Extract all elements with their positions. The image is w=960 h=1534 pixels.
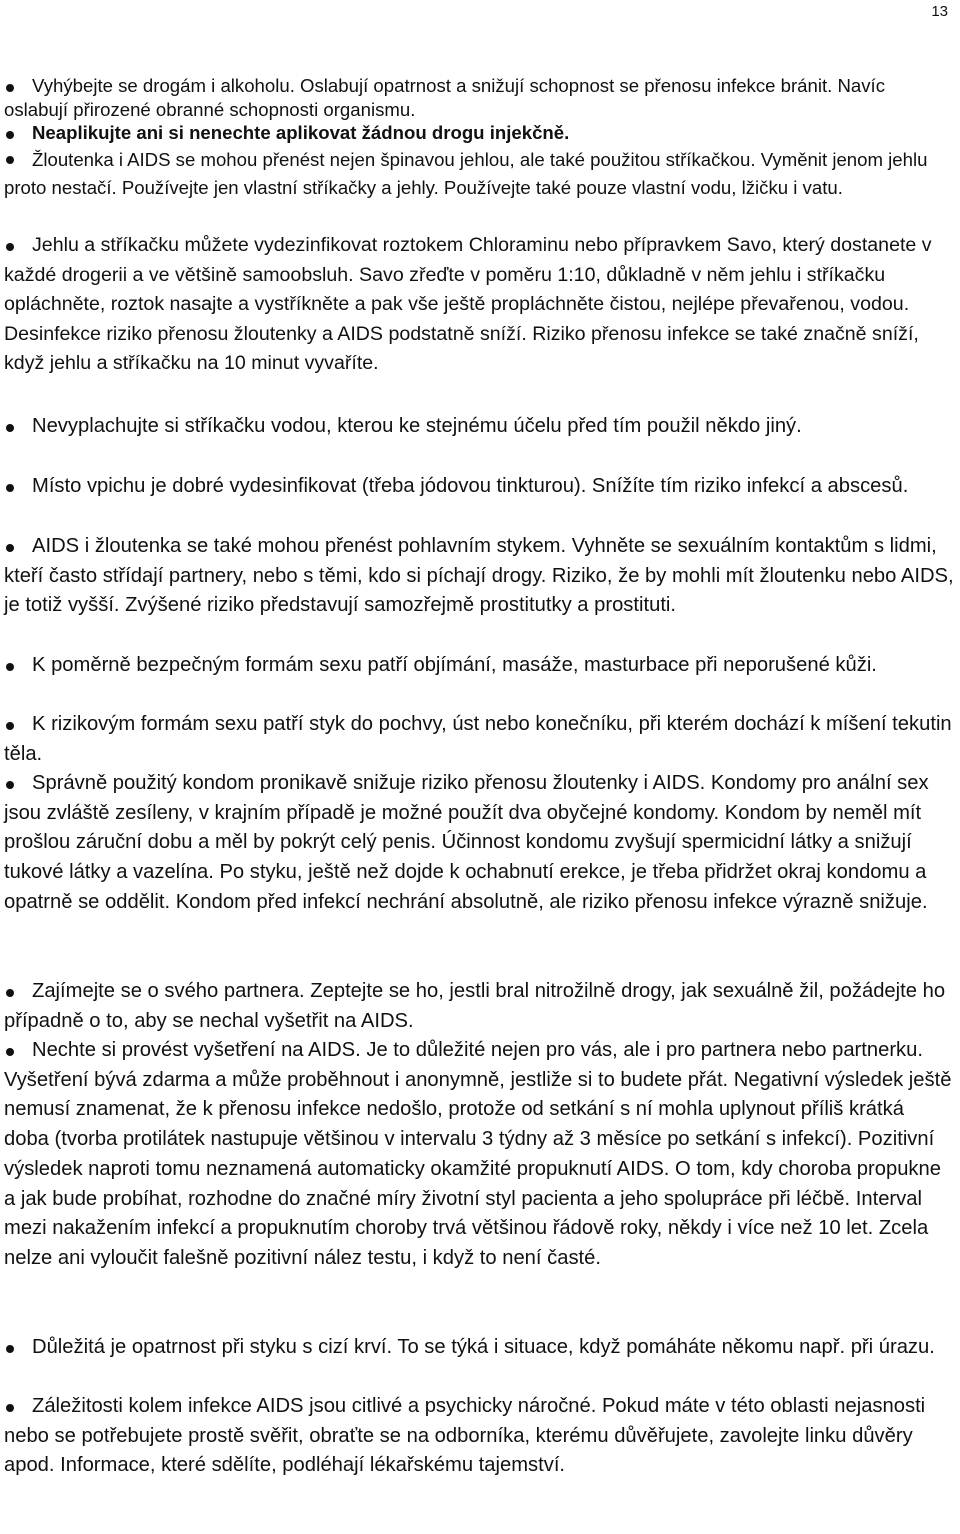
bullet-icon [6, 1345, 14, 1353]
bullet-icon [6, 243, 14, 251]
bullet-icon [6, 84, 14, 92]
bullet-icon [6, 131, 14, 139]
list-item [4, 74, 954, 121]
bullet-icon [6, 781, 14, 789]
list-item-text: Žloutenka i AIDS se mohou přenést nejen špinavou jehlou, ale také použitou stříkačkou. Vyměnit jenom jehlu proto nestačí. Používejte jen vlastní stříkačky a jehly. Používejte také pouze vlastní vodu, lžičku i vatu. [4, 149, 928, 199]
list-item [4, 472, 954, 532]
list-item-text: K poměrně bezpečným formám sexu patří objímání, masáže, masturbace při neporušené kůži. [32, 654, 877, 676]
list-item-text: Důležitá je opatrnost při styku s cizí krví. To se týká i situace, když pomáháte někomu např. při úrazu. [32, 1336, 935, 1358]
list-item [4, 977, 954, 1036]
list-item-text: Neaplikujte ani si nenechte aplikovat žádnou drogu injekčně. [32, 122, 570, 143]
page-number: 13 [931, 3, 948, 20]
list-item [4, 651, 954, 710]
list-item-text: AIDS i žloutenka se také mohou přenést pohlavním stykem. Vyhněte se sexuálním kontaktům s lidmi, kteří často střídají partnery, nebo s těmi, kdo si píchají drogy. Riziko, že by mohli mít žloutenku nebo AIDS, je totiž vyšší. Zvýšené riziko představují samozřejmě prostitutky a prostituti. [4, 535, 954, 617]
bullet-icon [6, 722, 14, 730]
list-item [4, 1392, 954, 1511]
list-item [4, 1333, 954, 1392]
list-item [4, 231, 954, 409]
bullet-icon [6, 989, 14, 997]
list-item-text: Nevyplachujte si stříkačku vodou, kterou ke stejnému účelu před tím použil někdo jiný. [32, 415, 802, 437]
list-item-text: Vyhýbejte se drogám i alkoholu. Oslabují opatrnost a snižují schopnost se přenosu infekce bránit. Navíc oslabují přirozené obranné schopnosti organismu. [4, 75, 886, 120]
list-item-text: Záležitosti kolem infekce AIDS jsou citlivé a psychicky náročné. Pokud máte v této oblasti nejasnosti nebo se potřebujete prostě svěřit, obraťte se na odborníka, kterému důvěřujete, zavolejte linku důvěry apod. Informace, které sdělíte, podléhají lékařskému tajemství. [4, 1395, 926, 1477]
bullet-icon [6, 544, 14, 552]
list-item-text: Místo vpichu je dobré vydesinfikovat (třeba jódovou tinkturou). Snížíte tím riziko infekcí a abscesů. [32, 475, 909, 497]
bullet-icon [6, 424, 14, 432]
bullet-icon [6, 484, 14, 492]
list-item [4, 769, 954, 977]
list-item [4, 412, 954, 472]
list-item-text: Správně použitý kondom pronikavě snižuje riziko přenosu žloutenky i AIDS. Kondomy pro anální sex jsou zvláště zesíleny, v krajním případě je možné použít dva obyčejné kondomy. Kondom by neměl mít prošlou záruční dobu a měl by pokrýt celý penis. Účinnost kondomu zvyšují spermicidní látky a snižují tukové látky a vazelína. Po styku, ještě než dojde k ochabnutí erekce, je třeba přidržet okraj kondomu a opatrně se oddělit. Kondom před infekcí nechrání absolutně, ale riziko přenosu infekce výrazně snižuje. [4, 772, 929, 913]
list-item-text: Zajímejte se o svého partnera. Zeptejte se ho, jestli bral nitrožilně drogy, jak sexuálně žil, požádejte ho případně o to, aby se nechal vyšetřit na AIDS. [4, 980, 946, 1032]
list-item [4, 710, 954, 769]
bullet-icon [6, 1048, 14, 1056]
list-item [4, 1036, 954, 1333]
list-item-text: K rizikovým formám sexu patří styk do pochvy, úst nebo konečníku, při kterém dochází k míšení tekutin těla. [4, 713, 952, 765]
list-item-text: Nechte si provést vyšetření na AIDS. Je to důležité nejen pro vás, ale i pro partnera nebo partnerku. Vyšetření bývá zdarma a může proběhnout i anonymně, jestliže si to budete přát. Negativní výsledek ještě nemusí znamenat, že k přenosu infekce nedošlo, protože od setkání s ní mohla uplynout příliš krátká doba (tvorba protilátek nastupuje většinou v intervalu 3 týdny až 3 měsíce po setkání s infekcí). Pozitivní výsledek naproti tomu neznamená automaticky okamžité propuknutí AIDS. O tom, kdy choroba propukne a jak bude probíhat, rozhodne do značné míry životní styl pacienta a jeho spolupráce při léčbě. Interval mezi nakažením infekcí a propuknutím choroby trvá většinou řádově roky, někdy i více než 10 let. Zcela nelze ani vyloučit falešně pozitivní nález testu, i když to není časté. [4, 1039, 952, 1269]
bullet-icon [6, 663, 14, 671]
list-item [4, 532, 954, 651]
document-body [4, 74, 954, 1511]
list-item-text: Jehlu a stříkačku můžete vydezinfikovat roztokem Chloraminu nebo přípravkem Savo, který dostanete v každé drogerii a ve většině samoobsluh. Savo zřeďte v poměru 1:10, důkladně v něm jehlu i stříkačku opláchněte, roztok nasajte a vystříkněte a pak vše ještě propláchněte čistou, nejlépe převařenou, vodou. Desinfekce riziko přenosu žloutenky a AIDS podstatně sníží. Riziko přenosu infekce se také značně sníží, když jehlu a stříkačku na 10 minut vyvaříte. [4, 234, 932, 375]
bullet-icon [6, 1404, 14, 1412]
list-item [4, 146, 954, 232]
bullet-icon [6, 156, 14, 164]
